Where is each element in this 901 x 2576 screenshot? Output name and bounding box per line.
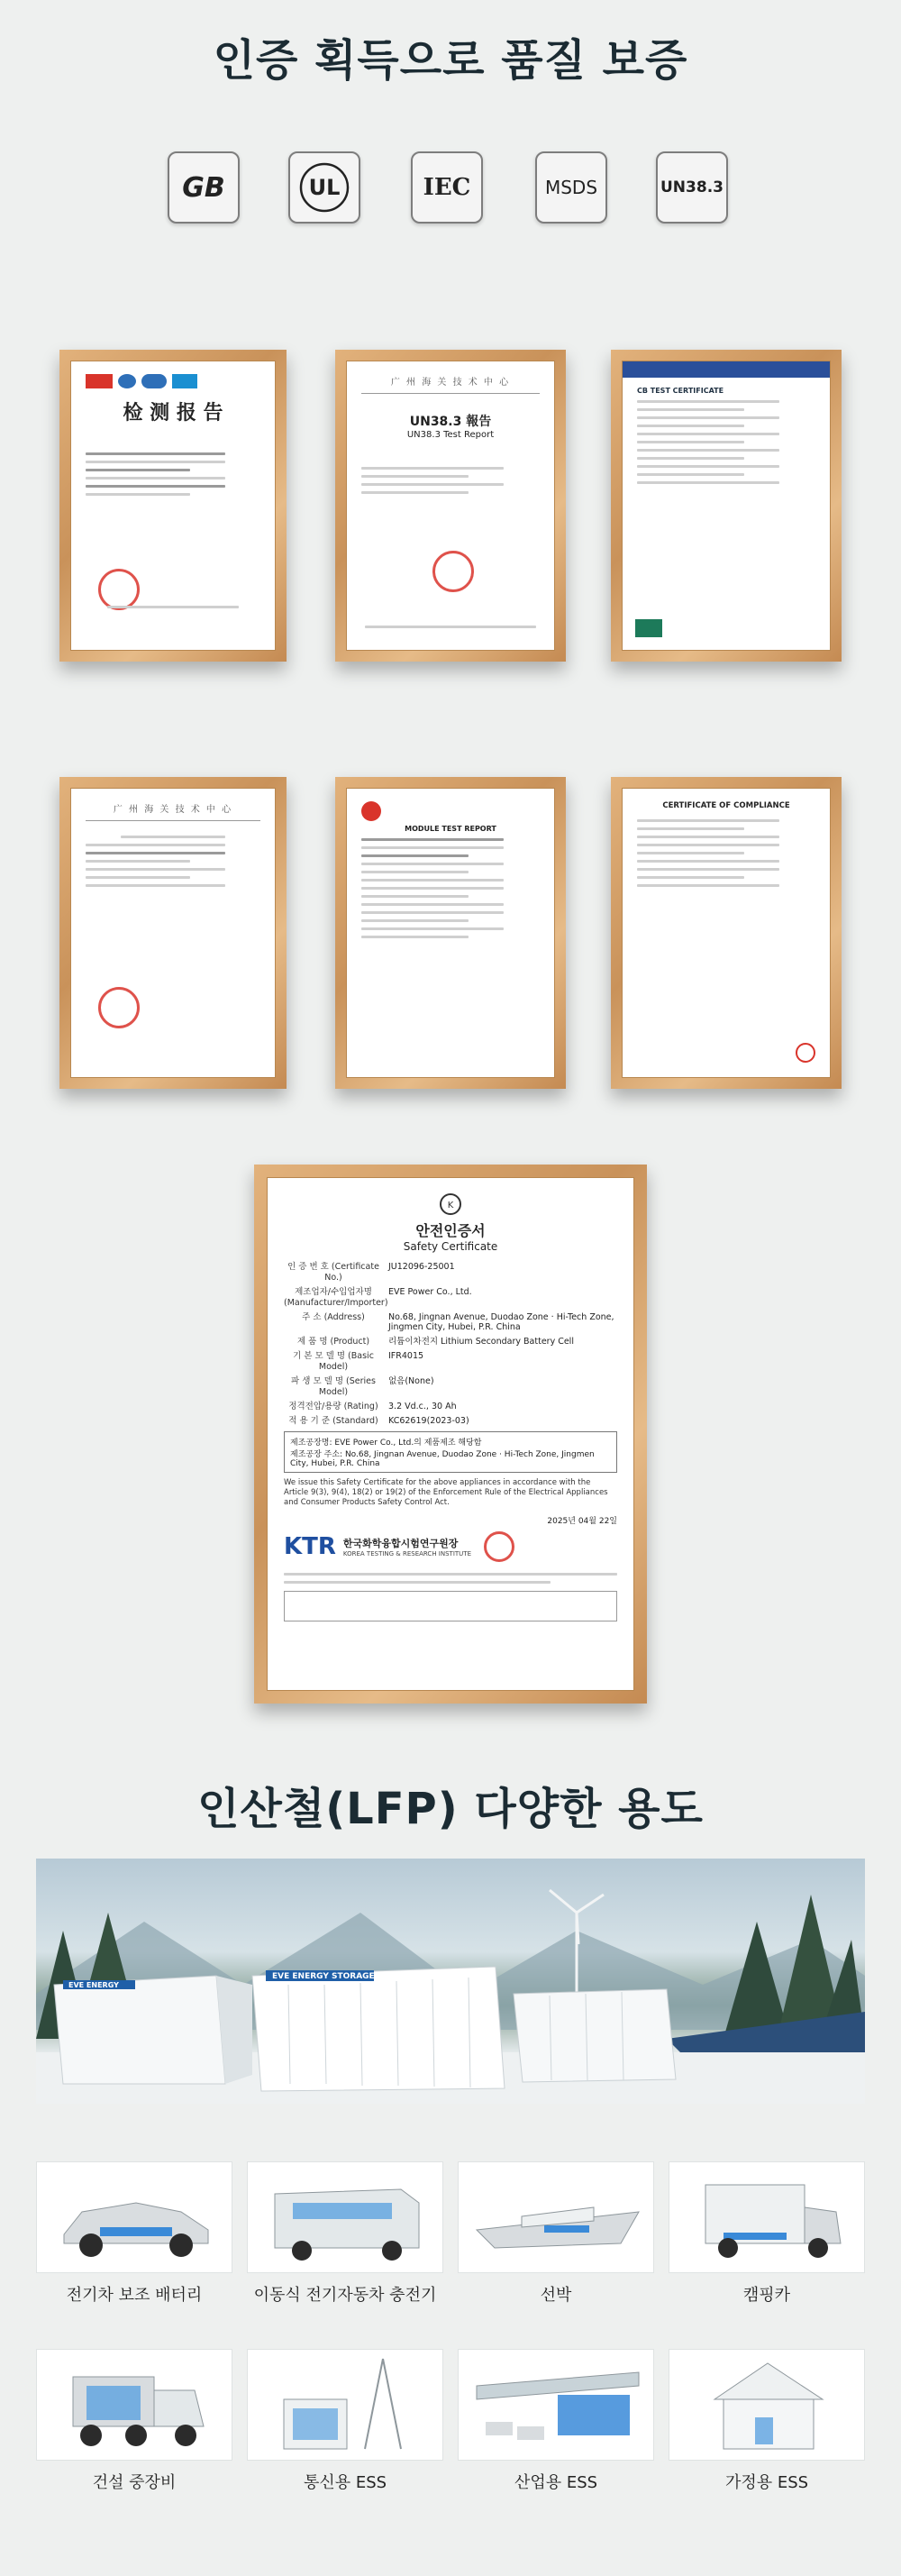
usage-card-ev[interactable]	[36, 2161, 232, 2306]
kc-row: 정격전압/용량 (Rating) 3.2 Vd.c., 30 Ah	[288, 1401, 457, 1411]
certificate-un383-report[interactable]	[335, 350, 566, 662]
certification-title: 인증 획득으로 품질 보증	[213, 35, 688, 86]
ul-mark-icon	[796, 1043, 815, 1063]
energy-storage-scene-icon	[36, 1859, 865, 2104]
usage-card-construction[interactable]	[36, 2349, 232, 2493]
usage-label: 캠핑카	[742, 2286, 791, 2305]
camper-icon	[669, 2161, 865, 2273]
cert-logos-icon	[86, 374, 260, 388]
un383-logo: UN38.3	[656, 151, 728, 224]
cert-header: 广 州 海 关 技 术 中 心	[390, 378, 511, 388]
bus-icon	[247, 2161, 443, 2273]
usage-label: 이동식 전기자동차 충전기	[253, 2286, 437, 2305]
car-icon	[36, 2161, 232, 2273]
kc-mark-icon	[284, 1192, 617, 1216]
red-seal-icon	[432, 551, 474, 592]
usage-card-ship[interactable]	[458, 2161, 654, 2306]
cert-header: 广 州 海 关 技 术 中 心	[113, 805, 233, 815]
certificate-customs-report[interactable]	[59, 777, 287, 1089]
hero-brand: EVE ENERGY	[68, 1981, 119, 1989]
cert-subtitle: UN38.3 Test Report	[406, 430, 495, 440]
red-seal-icon	[98, 987, 140, 1028]
usage-label: 건설 중장비	[92, 2473, 177, 2492]
certification-logos	[0, 151, 901, 229]
gb-logo: GB	[168, 151, 240, 224]
certificate-cb-test[interactable]	[611, 350, 842, 662]
kc-row: 제조업자/수입업자명 (Manufacturer/Importer) EVE Power Co., Ltd.	[284, 1286, 472, 1308]
svg-text:K: K	[447, 1201, 454, 1210]
kc-row: 파 생 모 델 명 (Series Model) 없음(None)	[291, 1375, 434, 1397]
msds-logo: MSDS	[535, 151, 607, 224]
kc-row: 기 본 모 델 명 (Basic Model) IFR4015	[293, 1351, 424, 1372]
kc-title-ko: 안전인증서	[415, 1222, 486, 1239]
telecom-tower-icon	[247, 2349, 443, 2461]
red-seal-icon	[98, 569, 140, 610]
kc-date: 2025년 04월 22일	[547, 1516, 617, 1526]
cert-title: MODULE TEST REPORT	[405, 825, 496, 833]
cert-title: CERTIFICATE OF COMPLIANCE	[662, 801, 790, 810]
cert-title: 检 测 报 告	[123, 402, 223, 425]
usage-card-mobile-charger[interactable]	[247, 2161, 443, 2306]
cert-title: UN38.3 報告	[409, 415, 492, 429]
ktr-logo: KTR 한국화학융합시험연구원장 KOREA TESTING & RESEARCH INSTITUTE	[284, 1531, 617, 1562]
red-seal-icon	[484, 1531, 514, 1562]
tuv-logo-icon	[635, 619, 662, 637]
certificate-of-compliance[interactable]	[611, 777, 842, 1089]
usage-card-home[interactable]	[669, 2349, 865, 2493]
usage-card-telecom[interactable]	[247, 2349, 443, 2493]
ess-hero-image	[36, 1859, 865, 2104]
usage-card-industrial[interactable]	[458, 2349, 654, 2493]
iec-logo: IEC	[411, 151, 483, 224]
kc-row: 적 용 기 준 (Standard) KC62619(2023-03)	[288, 1415, 469, 1426]
usage-label: 선박	[540, 2286, 572, 2305]
iec-header-bar	[623, 361, 830, 378]
kc-row: 인 증 번 호 (Certificate No.) JU12096-25001	[287, 1262, 455, 1283]
kc-row: 주 소 (Address) No.68, Jingnan Avenue, Duodao Zone · Hi-Tech Zone, Jingmen City, Hubei, P.R. China	[302, 1311, 614, 1333]
certificate-cn-test-report[interactable]	[59, 350, 287, 662]
kc-title-en: Safety Certificate	[403, 1240, 498, 1253]
kc-statement: We issue this Safety Certificate for the above appliances in accordance with the Article 9(3), 9(4), 18(2) or 19(2) of the Enforcement Rule of the Electrical Appliances and Consumer Products Safety Control Act.	[284, 1478, 608, 1508]
ul-red-logo-icon	[361, 801, 381, 821]
kc-factory-box: 제조공장명: EVE Power Co., Ltd.의 제품제조 해당함 제조공장 주소: No.68, Jingnan Avenue, Duodao Zone · Hi-Tech Zone, Jingmen City, Hubei, P.R. China	[284, 1431, 617, 1473]
kc-row: 제 품 명 (Product) 리튬이차전지 Lithium Secondary Battery Cell	[296, 1337, 574, 1347]
usage-label: 통신용 ESS	[303, 2473, 387, 2492]
lfp-usage-title: 인산철(LFP) 다양한 용도	[197, 1784, 704, 1834]
ship-icon	[458, 2161, 654, 2273]
cert-title: CB TEST CERTIFICATE	[637, 387, 724, 395]
ul-logo: UL	[288, 151, 360, 224]
kc-safety-certificate[interactable]	[254, 1165, 647, 1704]
usage-card-camper[interactable]	[669, 2161, 865, 2306]
usage-label: 가정용 ESS	[724, 2473, 809, 2492]
heavy-truck-icon	[36, 2349, 232, 2461]
industrial-ess-icon	[458, 2349, 654, 2461]
usage-label: 전기차 보조 배터리	[66, 2286, 203, 2305]
usage-label: 산업용 ESS	[514, 2473, 598, 2492]
hero-brand-2: EVE ENERGY STORAGE	[272, 1972, 375, 1981]
house-icon	[669, 2349, 865, 2461]
certificate-ul-module-test[interactable]	[335, 777, 566, 1089]
